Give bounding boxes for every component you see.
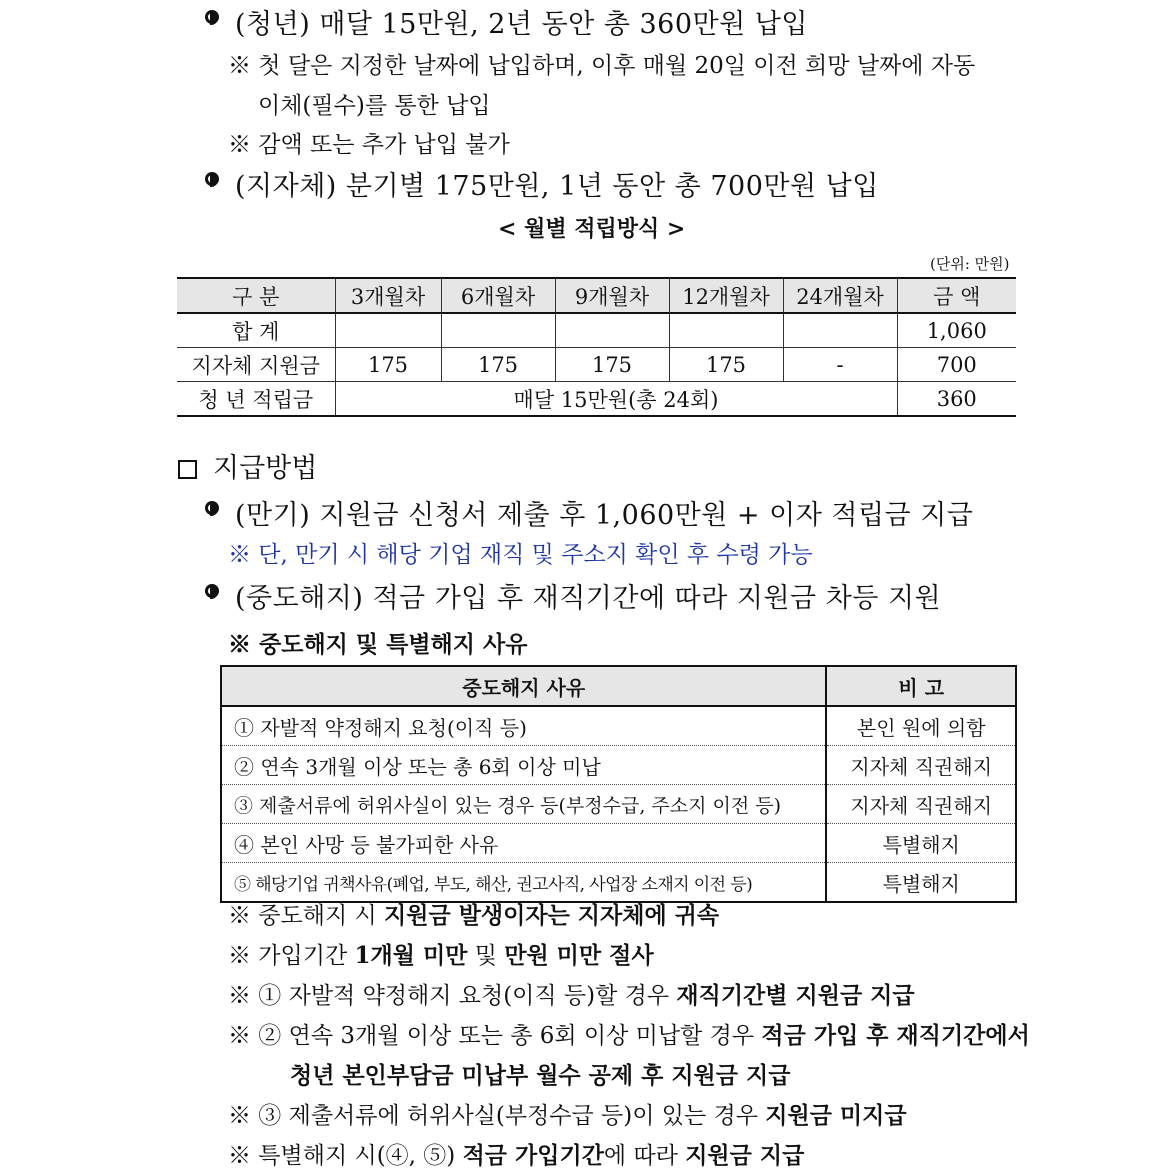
maturity-line: (만기) 지원금 신청서 제출 후 1,060만원 + 이자 적립금 지급 xyxy=(205,493,973,532)
header-month-6: 6개월차 xyxy=(441,278,555,313)
cell xyxy=(441,313,555,348)
cell-amount: 1,060 xyxy=(897,313,1016,348)
cell-label: 합 계 xyxy=(177,313,335,348)
note-special: ※ 특별해지 시(④, ⑤) 적금 가입기간에 따라 지원금 지급 xyxy=(228,1142,805,1169)
cell xyxy=(555,313,669,348)
reason-cell: ④ 본인 사망 등 불가피한 사유 xyxy=(221,824,826,863)
note-nonpayment-cont: 청년 본인부담금 미납부 월수 공제 후 지원금 지급 xyxy=(290,1062,791,1089)
cell: 175 xyxy=(441,348,555,382)
header-month-12: 12개월차 xyxy=(669,278,783,313)
note-cell: 지자체 직권해지 xyxy=(826,785,1016,824)
note-period: ※ 가입기간 1개월 미만 및 만원 미만 절사 xyxy=(228,942,654,969)
note-cell: 특별해지 xyxy=(826,863,1016,903)
table-row xyxy=(221,824,1016,863)
header-month-9: 9개월차 xyxy=(555,278,669,313)
note-first-month: ※ 첫 달은 지정한 날짜에 납입하며, 이후 매월 20일 이전 희망 날짜에 자동 xyxy=(228,53,976,79)
table-row xyxy=(221,785,1016,824)
table-title: < 월별 적립방식 > xyxy=(498,216,686,242)
cell: 175 xyxy=(555,348,669,382)
unit-label: (단위: 만원) xyxy=(930,255,1010,273)
header-note: 비 고 xyxy=(826,666,1016,706)
cell-label: 지자체 지원금 xyxy=(177,348,335,382)
note-voluntary: ※ ① 자발적 약정해지 요청(이직 등)할 경우 재직기간별 지원금 지급 xyxy=(228,982,915,1009)
youth-payment-line: (청년) 매달 15만원, 2년 동안 총 360만원 납입 xyxy=(205,2,808,41)
circle-bullet-icon xyxy=(205,172,219,186)
midterm-line: (중도해지) 적금 가입 후 재직기간에 따라 지원금 차등 지원 xyxy=(205,576,941,615)
maturity-note: ※ 단, 만기 시 해당 기업 재직 및 주소지 확인 후 수령 가능 xyxy=(228,542,813,568)
cell xyxy=(669,313,783,348)
table-row-total xyxy=(177,313,1016,348)
cell-amount: 360 xyxy=(897,382,1016,417)
cell: 175 xyxy=(335,348,441,382)
header-month-24: 24개월차 xyxy=(783,278,897,313)
circle-bullet-icon xyxy=(205,501,219,515)
cell xyxy=(335,313,441,348)
note-interest: ※ 중도해지 시 지원금 발생이자는 지자체에 귀속 xyxy=(228,902,720,929)
note-false-docs: ※ ③ 제출서류에 허위사실(부정수급 등)이 있는 경우 지원금 미지급 xyxy=(228,1102,907,1129)
note-cell: 지자체 직권해지 xyxy=(826,746,1016,785)
termination-reasons-table xyxy=(220,665,1017,903)
reasons-title: ※ 중도해지 및 특별해지 사유 xyxy=(228,631,528,658)
cell-label: 청 년 적립금 xyxy=(177,382,335,417)
checkbox-icon xyxy=(178,460,197,479)
reason-cell: ① 자발적 약정해지 요청(이직 등) xyxy=(221,706,826,746)
monthly-savings-table xyxy=(177,277,1016,417)
local-payment-line: (지자체) 분기별 175만원, 1년 동안 총 700만원 납입 xyxy=(205,164,879,203)
table-row xyxy=(221,706,1016,746)
table-row-youth xyxy=(177,382,1016,417)
note-cell: 본인 원에 의함 xyxy=(826,706,1016,746)
reason-cell: ③ 제출서류에 허위사실이 있는 경우 등(부정수급, 주소지 이전 등) xyxy=(221,785,826,824)
cell xyxy=(783,313,897,348)
cell-amount: 700 xyxy=(897,348,1016,382)
note-nonpayment: ※ ② 연속 3개월 이상 또는 총 6회 이상 미납할 경우 적금 가입 후 재직기간에서 xyxy=(228,1022,1030,1049)
note-cell: 특별해지 xyxy=(826,824,1016,863)
header-reason: 중도해지 사유 xyxy=(221,666,826,706)
reason-cell: ⑤ 해당기업 귀책사유(폐업, 부도, 해산, 권고사직, 사업장 소재지 이전 등) xyxy=(221,863,826,903)
table-header-row xyxy=(177,278,1016,313)
section-payment-method: 지급방법 xyxy=(178,446,317,485)
cell: 175 xyxy=(669,348,783,382)
table-header-row xyxy=(221,666,1016,706)
header-amount: 금 액 xyxy=(897,278,1016,313)
table-row xyxy=(221,746,1016,785)
table-row-local xyxy=(177,348,1016,382)
circle-bullet-icon xyxy=(205,10,219,24)
cell: - xyxy=(783,348,897,382)
note-first-month-cont: 이체(필수)를 통한 납입 xyxy=(258,93,491,119)
note-no-adjust: ※ 감액 또는 추가 납입 불가 xyxy=(228,132,510,158)
reason-cell: ② 연속 3개월 이상 또는 총 6회 이상 미납 xyxy=(221,746,826,785)
circle-bullet-icon xyxy=(205,584,219,598)
header-category: 구 분 xyxy=(177,278,335,313)
cell-merged: 매달 15만원(총 24회) xyxy=(335,382,897,417)
header-month-3: 3개월차 xyxy=(335,278,441,313)
